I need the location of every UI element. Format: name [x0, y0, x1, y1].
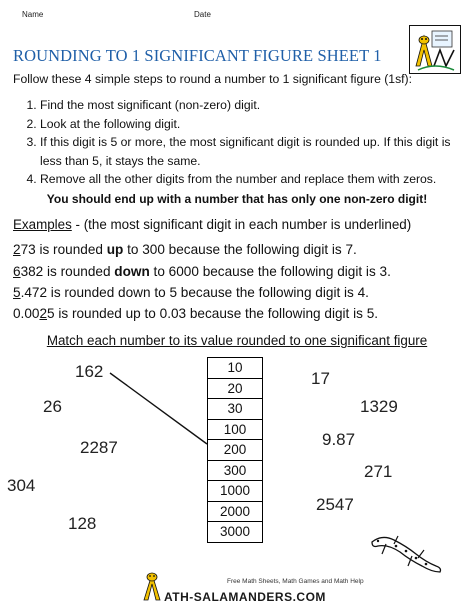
left-number: 304	[7, 476, 36, 495]
example-text: 0.00	[13, 306, 40, 321]
example-text: .472 is rounded down to 5 because the following digit is 4.	[20, 285, 369, 300]
example-text: 382 is rounded	[20, 264, 115, 279]
examples-label: Examples	[13, 217, 72, 232]
answer-box	[207, 357, 263, 543]
step-item: 1. Find the most significant (non-zero) digit.	[40, 96, 470, 115]
answer-cell: 200	[208, 440, 263, 461]
right-number: 17	[311, 369, 330, 388]
intro-text: Follow these 4 simple steps to round a number to 1 significant figure (1sf):	[13, 72, 412, 86]
footer-tagline: Free Math Sheets, Math Games and Math Help	[227, 578, 364, 585]
right-number: 271	[364, 462, 393, 481]
example-text: 5 is rounded up to 0.03 because the following digit is 5.	[47, 306, 379, 321]
step-item: 4. Remove all the other digits from the number and replace them with zeros.	[40, 170, 470, 189]
left-number: 162	[75, 362, 104, 381]
example-text: to 300 because the following digit is 7.	[123, 242, 357, 257]
step-item: 2. Look at the following digit.	[40, 115, 470, 134]
footer-logo-icon	[142, 570, 166, 602]
example-text: 73 is rounded	[20, 242, 107, 257]
answer-cell: 30	[208, 399, 263, 420]
right-number: 1329	[360, 397, 398, 416]
page-title: ROUNDING TO 1 SIGNIFICANT FIGURE SHEET 1	[13, 46, 382, 65]
underlined-digit: 2	[39, 306, 48, 321]
footer-site-link[interactable]: ATH-SALAMANDERS.COM	[164, 590, 326, 604]
salamander-icon	[366, 528, 446, 580]
example-emphasis: down	[114, 264, 150, 279]
key-note: You should end up with a number that has only one non-zero digit!	[46, 192, 428, 206]
underlined-digit: 2	[13, 242, 21, 257]
examples-subtitle: - (the most significant digit in each number is underlined)	[71, 217, 412, 232]
right-number: 9.87	[322, 430, 356, 449]
answer-cell: 300	[208, 460, 263, 481]
right-number: 2547	[316, 495, 354, 514]
answer-cell: 10	[208, 358, 263, 379]
underlined-digit: 6	[13, 264, 21, 279]
left-number: 26	[43, 397, 62, 416]
name-label: Name	[22, 10, 44, 19]
left-number: 128	[68, 514, 97, 533]
step-item: 3. If this digit is 5 or more, the most significant digit is rounded up. If this digit is less than 5, it stays the same.	[40, 133, 470, 170]
date-label: Date	[194, 10, 211, 19]
example-text: to 6000 because the following digit is 3.	[149, 264, 391, 279]
answer-cell: 1000	[208, 481, 263, 502]
example-emphasis: up	[106, 242, 124, 257]
answer-cell: 20	[208, 378, 263, 399]
left-number: 2287	[80, 438, 118, 457]
matching-instructions: Match each number to its value rounded to one significant figure	[46, 333, 428, 348]
answer-cell: 100	[208, 419, 263, 440]
underlined-digit: 5	[13, 285, 21, 300]
answer-cell: 3000	[208, 522, 263, 543]
answer-cell: 2000	[208, 501, 263, 522]
